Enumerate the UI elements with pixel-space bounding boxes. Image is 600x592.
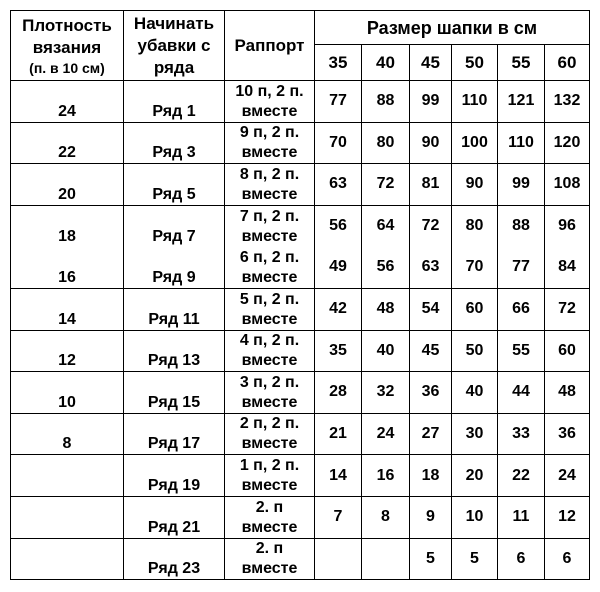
rapport-line1: 6 п, 2 п. xyxy=(239,248,300,266)
value-cell-60: 72 xyxy=(545,288,590,330)
rapport-cell xyxy=(225,122,315,164)
header-size-group: Размер шапки в см xyxy=(315,11,590,45)
header-density-label: Плотность вязания xyxy=(22,15,112,57)
value-cell-60: 132 xyxy=(545,81,590,123)
value-cell-40: 64 xyxy=(362,205,410,247)
value-cell-50: 100 xyxy=(452,122,498,164)
value-cell-35 xyxy=(315,538,362,580)
rapport-line2: вместе xyxy=(241,227,298,245)
value-cell-55: 88 xyxy=(498,205,545,247)
rapport-cell xyxy=(225,496,315,538)
rapport-line2: вместе xyxy=(241,560,298,578)
density-cell xyxy=(11,496,124,538)
rapport-line1: 7 п, 2 п. xyxy=(239,207,300,225)
value-cell-45: 27 xyxy=(410,413,452,455)
value-cell-35: 42 xyxy=(315,288,362,330)
value-cell-45: 99 xyxy=(410,81,452,123)
value-cell-40: 88 xyxy=(362,81,410,123)
density-cell: 12 xyxy=(11,330,124,372)
header-size-60: 60 xyxy=(545,45,590,81)
value-cell-35: 21 xyxy=(315,413,362,455)
table-row xyxy=(11,330,590,372)
rapport-line1: 3 п, 2 п. xyxy=(239,373,300,391)
value-cell-55: 55 xyxy=(498,330,545,372)
header-density-unit: (п. в 10 см) xyxy=(29,59,105,76)
rapport-line2: вместе xyxy=(241,144,298,162)
value-cell-55: 121 xyxy=(498,81,545,123)
value-cell-45: 5 xyxy=(410,538,452,580)
start-row-cell: Ряд 1 xyxy=(124,81,225,123)
value-cell-45: 36 xyxy=(410,372,452,414)
start-row-cell: Ряд 15 xyxy=(124,372,225,414)
value-cell-55: 44 xyxy=(498,372,545,414)
density-cell xyxy=(11,455,124,497)
value-cell-50: 30 xyxy=(452,413,498,455)
table-row xyxy=(11,288,590,330)
value-cell-45: 54 xyxy=(410,288,452,330)
start-row-cell: Ряд 7 xyxy=(124,205,225,247)
rapport-cell xyxy=(225,164,315,206)
rapport-cell xyxy=(225,372,315,414)
header-size-50: 50 xyxy=(452,45,498,81)
start-row-cell: Ряд 3 xyxy=(124,122,225,164)
rapport-cell xyxy=(225,455,315,497)
value-cell-50: 70 xyxy=(452,247,498,289)
value-cell-35: 35 xyxy=(315,330,362,372)
table-row xyxy=(11,81,590,123)
rapport-line1: 5 п, 2 п. xyxy=(239,290,300,308)
table-row xyxy=(11,413,590,455)
rapport-line1: 1 п, 2 п. xyxy=(239,456,300,474)
value-cell-55: 22 xyxy=(498,455,545,497)
rapport-line1: 2. п xyxy=(255,540,284,558)
value-cell-60: 6 xyxy=(545,538,590,580)
value-cell-60: 84 xyxy=(545,247,590,289)
density-cell xyxy=(11,538,124,580)
density-cell: 14 xyxy=(11,288,124,330)
value-cell-50: 110 xyxy=(452,81,498,123)
table-row xyxy=(11,205,590,247)
value-cell-50: 40 xyxy=(452,372,498,414)
knitting-decrease-table xyxy=(10,10,590,580)
rapport-line2: вместе xyxy=(241,185,298,203)
value-cell-45: 45 xyxy=(410,330,452,372)
value-cell-60: 60 xyxy=(545,330,590,372)
rapport-line1: 2 п, 2 п. xyxy=(239,415,300,433)
value-cell-40 xyxy=(362,538,410,580)
value-cell-50: 5 xyxy=(452,538,498,580)
density-cell: 18 xyxy=(11,205,124,247)
density-cell: 20 xyxy=(11,164,124,206)
value-cell-40: 24 xyxy=(362,413,410,455)
header-size-35: 35 xyxy=(315,45,362,81)
table-row xyxy=(11,122,590,164)
value-cell-60: 24 xyxy=(545,455,590,497)
value-cell-45: 9 xyxy=(410,496,452,538)
rapport-line2: вместе xyxy=(241,393,298,411)
rapport-line2: вместе xyxy=(241,102,298,120)
value-cell-35: 56 xyxy=(315,205,362,247)
value-cell-50: 80 xyxy=(452,205,498,247)
value-cell-50: 90 xyxy=(452,164,498,206)
value-cell-40: 80 xyxy=(362,122,410,164)
rapport-cell xyxy=(225,247,315,289)
table-row xyxy=(11,164,590,206)
value-cell-50: 60 xyxy=(452,288,498,330)
value-cell-35: 28 xyxy=(315,372,362,414)
value-cell-50: 50 xyxy=(452,330,498,372)
rapport-line1: 2. п xyxy=(255,498,284,516)
value-cell-50: 20 xyxy=(452,455,498,497)
value-cell-50: 10 xyxy=(452,496,498,538)
header-size-55: 55 xyxy=(498,45,545,81)
value-cell-40: 72 xyxy=(362,164,410,206)
value-cell-55: 77 xyxy=(498,247,545,289)
value-cell-45: 18 xyxy=(410,455,452,497)
value-cell-55: 11 xyxy=(498,496,545,538)
value-cell-35: 14 xyxy=(315,455,362,497)
value-cell-35: 49 xyxy=(315,247,362,289)
table-row xyxy=(11,496,590,538)
rapport-cell xyxy=(225,330,315,372)
rapport-cell xyxy=(225,81,315,123)
rapport-line2: вместе xyxy=(241,518,298,536)
value-cell-40: 16 xyxy=(362,455,410,497)
table-row xyxy=(11,538,590,580)
start-row-cell: Ряд 9 xyxy=(124,247,225,289)
start-row-cell: Ряд 17 xyxy=(124,413,225,455)
header-start-row: Начинать убавки с ряда xyxy=(124,11,225,81)
start-row-cell: Ряд 11 xyxy=(124,288,225,330)
header-size-45: 45 xyxy=(410,45,452,81)
value-cell-40: 40 xyxy=(362,330,410,372)
value-cell-40: 8 xyxy=(362,496,410,538)
value-cell-35: 77 xyxy=(315,81,362,123)
rapport-line1: 4 п, 2 п. xyxy=(239,332,300,350)
density-cell: 10 xyxy=(11,372,124,414)
rapport-cell xyxy=(225,205,315,247)
rapport-line2: вместе xyxy=(241,476,298,494)
value-cell-60: 120 xyxy=(545,122,590,164)
density-cell: 16 xyxy=(11,247,124,289)
value-cell-45: 72 xyxy=(410,205,452,247)
header-size-40: 40 xyxy=(362,45,410,81)
value-cell-55: 110 xyxy=(498,122,545,164)
header-rapport: Раппорт xyxy=(225,11,315,81)
rapport-line2: вместе xyxy=(241,310,298,328)
value-cell-35: 70 xyxy=(315,122,362,164)
rapport-line2: вместе xyxy=(241,268,298,286)
value-cell-60: 36 xyxy=(545,413,590,455)
value-cell-55: 33 xyxy=(498,413,545,455)
value-cell-60: 48 xyxy=(545,372,590,414)
table-row xyxy=(11,455,590,497)
value-cell-55: 6 xyxy=(498,538,545,580)
density-cell: 24 xyxy=(11,81,124,123)
value-cell-55: 99 xyxy=(498,164,545,206)
rapport-line1: 10 п, 2 п. xyxy=(235,82,304,100)
rapport-line1: 9 п, 2 п. xyxy=(239,124,300,142)
value-cell-40: 56 xyxy=(362,247,410,289)
value-cell-35: 63 xyxy=(315,164,362,206)
start-row-cell: Ряд 13 xyxy=(124,330,225,372)
value-cell-45: 81 xyxy=(410,164,452,206)
table-row xyxy=(11,372,590,414)
value-cell-45: 63 xyxy=(410,247,452,289)
rapport-cell xyxy=(225,538,315,580)
rapport-line2: вместе xyxy=(241,435,298,453)
rapport-cell xyxy=(225,413,315,455)
value-cell-40: 48 xyxy=(362,288,410,330)
header-density xyxy=(11,11,124,81)
value-cell-60: 12 xyxy=(545,496,590,538)
start-row-cell: Ряд 23 xyxy=(124,538,225,580)
density-cell: 22 xyxy=(11,122,124,164)
value-cell-55: 66 xyxy=(498,288,545,330)
value-cell-40: 32 xyxy=(362,372,410,414)
start-row-cell: Ряд 5 xyxy=(124,164,225,206)
start-row-cell: Ряд 19 xyxy=(124,455,225,497)
rapport-cell xyxy=(225,288,315,330)
value-cell-60: 96 xyxy=(545,205,590,247)
value-cell-45: 90 xyxy=(410,122,452,164)
value-cell-60: 108 xyxy=(545,164,590,206)
rapport-line1: 8 п, 2 п. xyxy=(239,165,300,183)
density-cell: 8 xyxy=(11,413,124,455)
table-row xyxy=(11,247,590,289)
rapport-line2: вместе xyxy=(241,352,298,370)
start-row-cell: Ряд 21 xyxy=(124,496,225,538)
value-cell-35: 7 xyxy=(315,496,362,538)
